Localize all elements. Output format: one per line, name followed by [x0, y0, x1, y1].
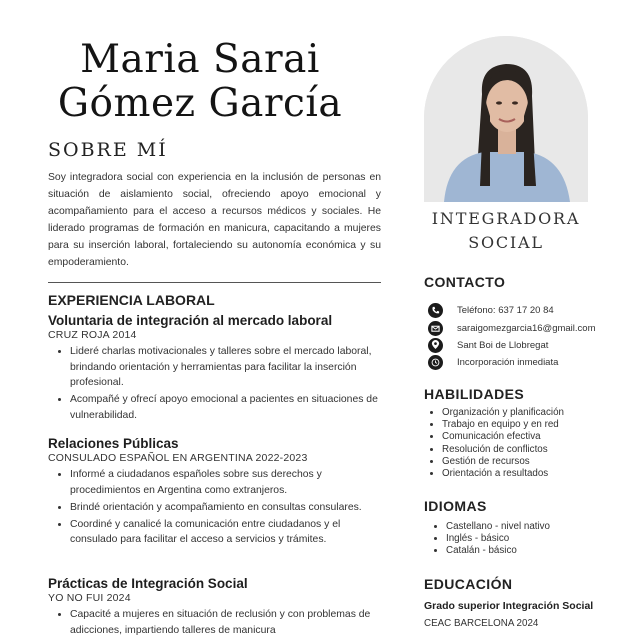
contact-availability [428, 353, 558, 371]
skills-title: HABILIDADES [424, 386, 525, 402]
list-item: • Brindé orientación y acompañamiento en consultas consulares. [70, 500, 383, 516]
about-text: Soy integradora social con experiencia en la inclusión de personas en situación de aislamiento social, ofreciendo apoyo emocional y acompañamiento para el acceso a recursos médicos y sociales. He liderado programas de formación en manicura, capacitando a mujeres para su inserción laboral, fortaleciendo su autonomía económica y su empoderamiento. [48, 172, 381, 268]
contact-email [428, 319, 595, 337]
profile-photo [424, 36, 588, 202]
job-title: Relaciones Públicas [48, 436, 179, 451]
languages-list [428, 521, 550, 558]
job-bullets [48, 607, 383, 638]
job-entry [48, 313, 383, 425]
education-school: CEAC BARCELONA 2024 [424, 618, 539, 629]
job-org: CRUZ ROJA 2014 [48, 329, 137, 341]
role-line-2: SOCIAL [468, 233, 544, 252]
location-icon [428, 338, 443, 353]
education-degree: Grado superior Integración Social [424, 600, 594, 612]
list-item: • Comunicación efectiva [442, 431, 564, 443]
contact-email-text[interactable]: saraigomezgarcia16@gmail.com [457, 322, 596, 334]
list-item: • Acompañé y ofrecí apoyo emocional a pacientes en situaciones de vulnerabilidad. [70, 392, 383, 423]
experience-title: EXPERIENCIA LABORAL [48, 292, 215, 308]
job-entry [48, 436, 383, 549]
job-entry [48, 576, 383, 640]
list-item: • Coordiné y canalicé la comunicación entre ciudadanos y el consulado para facilitar el acceso a servicios y trámites. [70, 517, 383, 548]
role-line-1: INTEGRADORA [431, 209, 581, 228]
languages-title: IDIOMAS [424, 498, 487, 514]
job-org: YO NO FUI 2024 [48, 592, 131, 604]
clock-icon [428, 355, 443, 370]
education-title: EDUCACIÓN [424, 576, 513, 592]
section-divider [48, 282, 381, 283]
list-item: • Resolución de conflictos [442, 444, 564, 456]
name-line-2: Gómez García [57, 81, 343, 126]
portrait-illustration [424, 36, 588, 202]
list-item: • Gestión de recursos [442, 456, 564, 468]
job-title: Voluntaria de integración al mercado laboral [48, 313, 333, 328]
phone-icon [428, 303, 443, 318]
contact-phone [428, 301, 554, 319]
about-title: SOBRE MÍ [48, 139, 168, 161]
job-org: CONSULADO ESPAÑOL EN ARGENTINA 2022-2023 [48, 452, 308, 464]
contact-title: CONTACTO [424, 274, 506, 290]
list-item: • Catalán - básico [446, 545, 550, 557]
job-bullets [48, 467, 383, 548]
contact-location-text: Sant Boi de Llobregat [457, 339, 549, 351]
list-item: • Lideré charlas motivacionales y talleres sobre el mercado laboral, brindando orientación y herramientas para facilitar la inserción profesional. [70, 344, 383, 391]
job-title: Prácticas de Integración Social [48, 576, 248, 591]
list-item: • Informé a ciudadanos españoles sobre sus derechos y procedimientos en Argentina como extranjeros. [70, 467, 383, 498]
contact-location [428, 336, 548, 354]
list-item: • Inglés - básico [446, 533, 550, 545]
skills-list [424, 407, 564, 480]
list-item: • Trabajo en equipo y en red [442, 419, 564, 431]
contact-availability-text: Incorporación inmediata [457, 356, 559, 368]
list-item: • Organización y planificación [442, 407, 564, 419]
list-item: • Orientación a resultados [442, 468, 564, 480]
list-item: • Castellano - nivel nativo [446, 521, 550, 533]
job-bullets [48, 344, 383, 423]
name-line-1: Maria Sarai [80, 37, 320, 82]
list-item: • Capacité a mujeres en situación de reclusión y con problemas de adicciones, impartiendo talleres de manicura [70, 607, 383, 638]
contact-phone-text: Teléfono: 637 17 20 84 [457, 304, 554, 316]
email-icon [428, 321, 443, 336]
